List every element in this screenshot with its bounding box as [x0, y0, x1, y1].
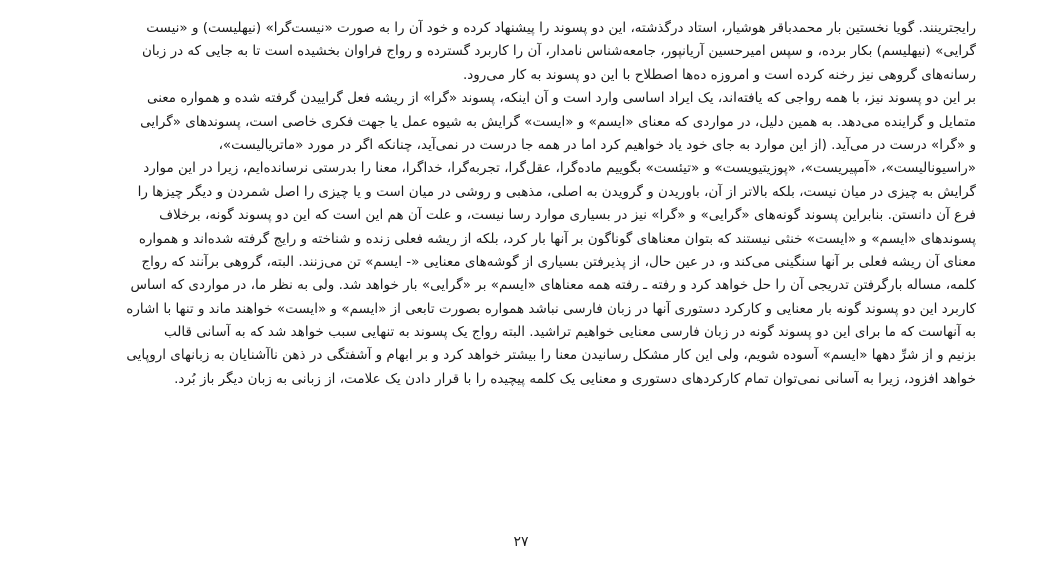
text-line-11: معنای آن ریشه فعلی بر آنها سنگینی می‌کند و، در عین حال، از پذیرفتن بسیاری از گوشه‌های معنایی «- ایسم» تن می‌زنند. البته، گروهی برآنند که رواج — [141, 253, 976, 270]
text-line-13: کاربرد این دو پسوند گونه بار معنایی و کارکرد دستوری آنها در زبان فارسی نباشد همواره بصورت تابعی از «ایسم» و «ایست» خواهند ماند و تنها با اشاره — [126, 300, 976, 317]
text-line-6: و «گرا» درست در می‌آید. (از این موارد به جای خود یاد خواهیم کرد اما در همه جا درست در نمی‌آید، چنانکه اگر در مورد «ماتریالیست»، — [218, 136, 976, 153]
text-line-16: خواهد افزود، زیرا به آسانی نمی‌توان تمام کارکردهای دستوری و معنایی یک کلمه پیچیده را با قرار دادن یک علامت، از زبانی به زبان دیگر باز بُرد. — [174, 370, 976, 387]
text-line-9: فرع آن دانستن. بنابراین پسوند گونه‌های «گرایی» و «گرا» نیز در بسیاری موارد رسا نیست، و علت آن هم این است که این دو پسوند گونه، برخلاف — [159, 207, 976, 224]
text-line-10: پسوندهای «ایسم» و «ایست» خنثی نیستند که بتوان معناهای گوناگون بر آنها بار کرد، بلکه از ریشه فعلی زنده و شناخته و رایج گرفته شده‌اند و همواره — [138, 230, 976, 247]
text-line-8: گرایش به چیزی در میان نیست، بلکه بالاتر از آن، باوریدن و گرویدن به اصلی، مذهبی و روشی در میان است و یا چیزی را اصل شمردن و دیگر چیزها را — [137, 183, 976, 200]
body-text — [62, 17, 976, 391]
text-line-12: کلمه، مساله بارگرفتن تدریجی آن را حل خواهد کرد و رفته ـ رفته همه معناهای «ایسم» بر «گرایی» بار خواهد شد. ولی به نظر ما، در مواردی که اساس — [130, 277, 976, 294]
text-line-5: متمایل و گراینده می‌دهد. به همین دلیل، در مواردی که معنای «ایسم» و «ایست» گرایش به شیوه عمل یا جهت فکری خاصی است، پسوندهای «گرایی — [140, 113, 976, 130]
text-line-15: بزنیم و از شرِّ دهها «ایسم» آسوده شویم، ولی این کار مشکل رسانیدن معنا را بیشتر خواهد کرد و بر ابهام و آشفتگی در ذهن ناآشنایان به زبانهای اروپایی — [126, 347, 976, 364]
text-line-1: رایجترینند. گویا نخستین بار محمدباقر هوشیار، استاد درگذشته، این دو پسوند را پیشنهاد کرده و خود آن را به صورت «نیست‌گرا» (نیهلیست) و «نیست — [146, 20, 976, 36]
text-line-4: بر این دو پسوند نیز، با همه رواجی که یافته‌اند، یک ایراد اساسی وارد است و آن اینکه، پسوند «گرا» از ریشه فعل گراییدن گرفته شده و همواره معنی — [146, 90, 976, 107]
page-number: ۲۷ — [513, 534, 529, 550]
text-line-7: «راسیونالیست»، «آمپیریست»، «پوزیتیویست» و «تیئست» بگوییم ماده‌گرا، عقل‌گرا، تجربه‌گرا، خداگرا، معنا را بدرستی نرسانده‌ایم، زیرا در این موارد — [143, 160, 976, 177]
text-line-3: رسانه‌های گروهی نیز رخنه کرده است و امروزه ده‌ها اصطلاح با این دو پسوند به کار می‌رود. — [462, 66, 976, 83]
text-line-14: به آنهاست که ما برای این دو پسوند گونه در زبان فارسی معنایی خواهیم تراشید. البته رواج یک پسوند به تنهایی سبب خواهد شد که به آسانی قالب — [163, 324, 976, 341]
text-line-2: گرایی» (نیهلیسم) بکار برده، و سپس امیرحسین آریانپور، جامعه‌شناس نامدار، آن را کاربرد گسترده و رواج فراوان بخشیده است تا به جایی که در زبان — [141, 43, 976, 60]
